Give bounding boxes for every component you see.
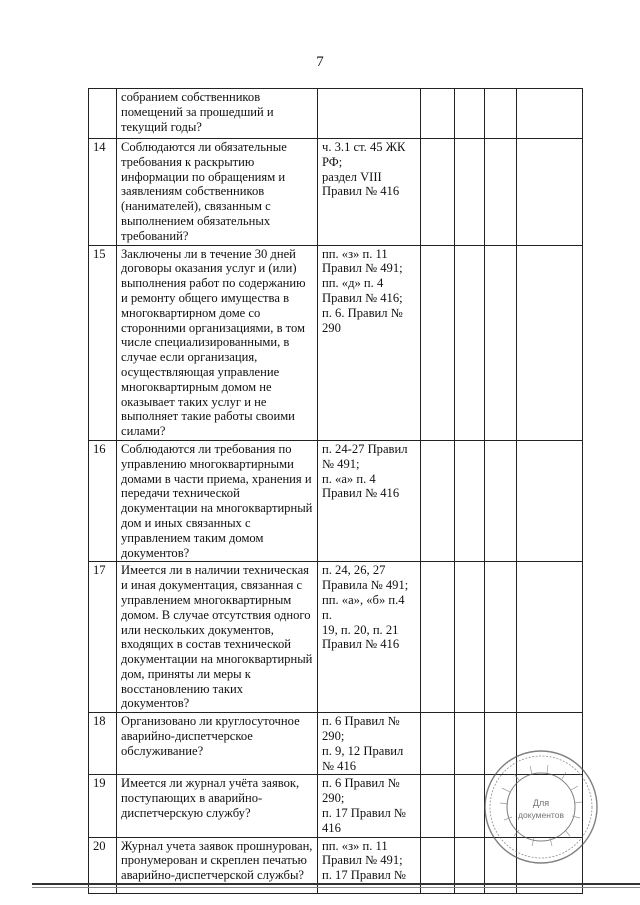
requirement-question: Заключены ли в течение 30 дней договоры оказания услуг и (или) выполнения работ по содержанию и ремонту общего имущества в многоквартирном доме со сторонними организациями, в том числе специализированными, в случае если организация, осуществляющая управление многоквартирным домом не оказывает таких услуг и не выполняет такие работы своими силами? [117, 245, 318, 440]
row-number [89, 89, 117, 139]
requirement-question: Имеется ли в наличии техническая и иная документация, связанная с управлением многоквартирным домом. В случае отсутствия одного или нескольких документов, входящих в состав технической документации на многоквартирный дом, приняты ли меры к восстановлению таких документов? [117, 562, 318, 713]
checklist-row [89, 89, 583, 139]
row-number: 15 [89, 245, 117, 440]
answer-cell[interactable] [485, 89, 517, 139]
organization-seal-stamp [482, 748, 600, 866]
page-number: 7 [316, 54, 324, 70]
legal-reference: ч. 3.1 ст. 45 ЖК РФ; раздел VIII Правил № 416 [318, 139, 421, 246]
row-number: 20 [89, 837, 117, 893]
answer-cell[interactable] [421, 440, 455, 561]
answer-cell[interactable] [455, 440, 485, 561]
answer-cell[interactable] [455, 139, 485, 246]
answer-cell[interactable] [455, 245, 485, 440]
row-number: 16 [89, 440, 117, 561]
answer-cell[interactable] [421, 89, 455, 139]
legal-reference: п. 6 Правил № 290; п. 17 Правил № 416 [318, 775, 421, 837]
answer-cell[interactable] [517, 245, 583, 440]
legal-reference: пп. «з» п. 11 Правил № 491; пп. «д» п. 4 Правил № 416; п. 6. Правил № 290 [318, 245, 421, 440]
requirement-question: Журнал учета заявок прошнурован, пронумерован и скреплен печатью аварийно-диспетчерской службы? [117, 837, 318, 893]
answer-cell[interactable] [455, 713, 485, 775]
requirement-question: Имеется ли журнал учёта заявок, поступающих в аварийно- диспетчерскую службу? [117, 775, 318, 837]
checklist-row [89, 440, 583, 561]
requirement-question: Соблюдаются ли обязательные требования к раскрытию информации по обращениям и заявлениям собственников (нанимателей), связанным с выполнением обязательных требований? [117, 139, 318, 246]
answer-cell[interactable] [455, 775, 485, 837]
answer-cell[interactable] [517, 440, 583, 561]
answer-cell[interactable] [485, 139, 517, 246]
answer-cell[interactable] [485, 245, 517, 440]
svg-text:документов: документов [518, 810, 564, 820]
row-number: 19 [89, 775, 117, 837]
legal-reference [318, 89, 421, 139]
legal-reference: п. 24, 26, 27 Правила № 491; пп. «а», «б» п.4 п. 19, п. 20, п. 21 Правил № 416 [318, 562, 421, 713]
answer-cell[interactable] [421, 245, 455, 440]
answer-cell[interactable] [517, 89, 583, 139]
requirement-question: Соблюдаются ли требования по управлению многоквартирными домами в части приема, хранения и передачи технической документации на многоквартирный дом и иных связанных с управлением таким домом документов? [117, 440, 318, 561]
answer-cell[interactable] [421, 562, 455, 713]
answer-cell[interactable] [485, 562, 517, 713]
legal-reference: п. 24-27 Правил № 491; п. «а» п. 4 Правил № 416 [318, 440, 421, 561]
answer-cell[interactable] [455, 562, 485, 713]
answer-cell[interactable] [421, 775, 455, 837]
row-number: 17 [89, 562, 117, 713]
answer-cell[interactable] [421, 713, 455, 775]
legal-reference: п. 6 Правил № 290; п. 9, 12 Правил № 416 [318, 713, 421, 775]
row-number: 18 [89, 713, 117, 775]
answer-cell[interactable] [517, 139, 583, 246]
checklist-row [89, 139, 583, 246]
row-number: 14 [89, 139, 117, 246]
checklist-row [89, 245, 583, 440]
answer-cell[interactable] [517, 562, 583, 713]
requirement-question: собранием собственников помещений за прошедший и текущий годы? [117, 89, 318, 139]
answer-cell[interactable] [455, 89, 485, 139]
footer-rule [32, 883, 640, 885]
svg-text:Для: Для [532, 798, 550, 808]
legal-reference: пп. «з» п. 11 Правил № 491; п. 17 Правил № [318, 837, 421, 893]
footer-rule-thin [32, 887, 640, 888]
requirement-question: Организовано ли круглосуточное аварийно-диспетчерское обслуживание? [117, 713, 318, 775]
answer-cell[interactable] [485, 440, 517, 561]
checklist-row [89, 562, 583, 713]
answer-cell[interactable] [421, 139, 455, 246]
